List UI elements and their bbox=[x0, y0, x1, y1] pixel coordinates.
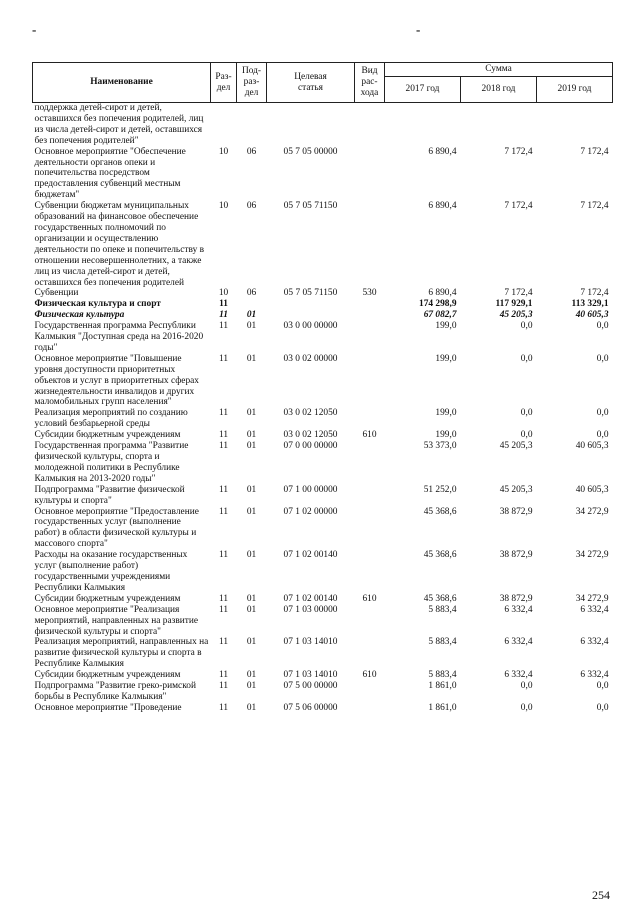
row-razdel bbox=[211, 103, 237, 147]
row-podrazdel: 01 bbox=[246, 550, 257, 561]
row-podrazdel: 01 bbox=[246, 321, 257, 332]
row-2019: 6 332,4 bbox=[580, 670, 609, 681]
row-podrazdel: 01 bbox=[246, 604, 257, 615]
row-target: 07 1 02 00000 bbox=[283, 506, 338, 517]
row-name: Физическая культура и спорт bbox=[34, 299, 161, 310]
row-target: 05 7 05 00000 bbox=[283, 146, 338, 157]
row-vid bbox=[355, 201, 385, 288]
table-row bbox=[33, 670, 613, 681]
row-vid bbox=[355, 103, 385, 147]
row-vid bbox=[355, 485, 385, 507]
table-row bbox=[33, 681, 613, 703]
row-podrazdel: 01 bbox=[246, 353, 257, 364]
table-row bbox=[33, 147, 613, 202]
table-row bbox=[33, 550, 613, 594]
row-target: 03 0 00 00000 bbox=[283, 321, 338, 332]
row-2017 bbox=[385, 103, 461, 147]
row-name: Субсидии бюджетным учреждениям bbox=[34, 670, 181, 681]
row-target: 03 0 02 12050 bbox=[283, 408, 338, 419]
table-row bbox=[33, 299, 613, 310]
row-vid bbox=[355, 703, 385, 714]
row-2017: 5 883,4 bbox=[428, 670, 457, 681]
row-vid bbox=[355, 310, 385, 321]
row-razdel: 10 bbox=[218, 201, 229, 212]
row-vid: 530 bbox=[362, 288, 377, 299]
row-target: 05 7 05 71150 bbox=[283, 201, 338, 212]
row-vid bbox=[355, 681, 385, 703]
row-razdel: 11 bbox=[218, 550, 229, 561]
table-row bbox=[33, 605, 613, 638]
header-mark-left: - bbox=[32, 22, 37, 37]
row-razdel: 10 bbox=[218, 288, 229, 299]
row-name: Подпрограмма "Развитие греко-римской борьбы в Республике Калмыкия" bbox=[34, 681, 196, 702]
row-2017: 199,0 bbox=[435, 353, 457, 364]
row-razdel: 11 bbox=[218, 681, 229, 692]
row-2018: 0,0 bbox=[520, 408, 533, 419]
row-target bbox=[267, 103, 355, 147]
row-2017: 6 890,4 bbox=[428, 288, 457, 299]
table-header bbox=[33, 63, 613, 103]
row-2019: 0,0 bbox=[596, 681, 609, 692]
header-2018: 2018 год bbox=[461, 77, 537, 103]
row-2017: 174 298,9 bbox=[419, 299, 457, 310]
row-razdel: 11 bbox=[218, 353, 229, 364]
row-razdel: 11 bbox=[218, 702, 229, 713]
row-razdel: 11 bbox=[219, 299, 228, 310]
row-name: Государственная программа "Развитие физической культуры, спорта и молодежной политики в Республике Калмыкия на 2013-2020 годы" bbox=[34, 441, 189, 484]
row-podrazdel: 01 bbox=[246, 310, 257, 321]
row-vid bbox=[355, 321, 385, 354]
row-target: 07 1 02 00140 bbox=[283, 593, 338, 604]
row-vid: 610 bbox=[362, 670, 377, 681]
row-2019 bbox=[537, 103, 613, 147]
row-2018: 45 205,3 bbox=[499, 441, 533, 452]
row-2019: 0,0 bbox=[596, 408, 609, 419]
row-2018: 38 872,9 bbox=[499, 593, 533, 604]
row-podrazdel: 06 bbox=[246, 201, 257, 212]
table-row bbox=[33, 703, 613, 714]
row-vid bbox=[355, 550, 385, 594]
row-2017: 6 890,4 bbox=[428, 146, 457, 157]
row-2017: 5 883,4 bbox=[428, 604, 457, 615]
row-2017: 1 861,0 bbox=[428, 702, 457, 713]
row-2017: 199,0 bbox=[435, 430, 457, 441]
row-name: Подпрограмма "Развитие физической культуры и спорта" bbox=[34, 484, 185, 506]
row-razdel: 11 bbox=[218, 670, 229, 681]
row-podrazdel: 01 bbox=[246, 702, 257, 713]
header-2019: 2019 год bbox=[537, 77, 613, 103]
row-2018: 7 172,4 bbox=[504, 146, 533, 157]
header-sum: Сумма bbox=[385, 63, 613, 77]
row-podrazdel: 01 bbox=[246, 506, 257, 517]
row-2019: 7 172,4 bbox=[580, 288, 609, 299]
row-name: Субвенции бюджетам муниципальных образований на финансовое обеспечение государственных полномочий по организации и осуществлению деятельности по опеке и попечительству в отношении несовершеннолетних, а также лиц из числа детей-сирот и детей, оставшихся без попечения родителей bbox=[34, 201, 205, 288]
row-2019: 0,0 bbox=[596, 321, 609, 332]
row-name: Основное мероприятие "Реализация мероприятий, направленных на развитие физической культуры и спорта" bbox=[34, 604, 199, 637]
row-2017: 199,0 bbox=[435, 321, 457, 332]
row-target: 07 0 00 00000 bbox=[283, 441, 338, 452]
table-row bbox=[33, 321, 613, 354]
table-row bbox=[33, 103, 613, 147]
row-razdel: 11 bbox=[218, 593, 229, 604]
row-name: поддержка детей-сирот и детей, оставшихся без попечения родителей, лиц из числа детей-сирот и детей, оставшихся без попечения родителей" bbox=[34, 103, 204, 146]
row-2018: 0,0 bbox=[520, 353, 533, 364]
row-2017: 5 883,4 bbox=[428, 637, 457, 648]
row-2019: 40 605,3 bbox=[575, 310, 609, 321]
row-2018: 6 332,4 bbox=[504, 670, 533, 681]
row-2017: 53 373,0 bbox=[423, 441, 457, 452]
row-podrazdel: 01 bbox=[246, 593, 257, 604]
row-2019: 34 272,9 bbox=[575, 506, 609, 517]
page-number: 254 bbox=[592, 888, 610, 902]
row-2019: 0,0 bbox=[596, 702, 609, 713]
row-2017: 45 368,6 bbox=[423, 550, 457, 561]
row-target: 03 0 02 00000 bbox=[283, 353, 338, 364]
row-razdel: 11 bbox=[218, 506, 229, 517]
row-vid bbox=[355, 637, 385, 670]
row-2018: 7 172,4 bbox=[504, 201, 533, 212]
row-vid bbox=[355, 441, 385, 485]
row-vid bbox=[355, 354, 385, 409]
row-2019: 6 332,4 bbox=[580, 604, 609, 615]
row-name: Субсидии бюджетным учреждениям bbox=[34, 430, 181, 441]
table-row bbox=[33, 354, 613, 409]
row-vid: 610 bbox=[362, 430, 377, 441]
row-2018: 38 872,9 bbox=[499, 506, 533, 517]
row-2018: 0,0 bbox=[520, 430, 533, 441]
row-name: Основное мероприятие "Обеспечение деятельности органов опеки и попечительства посредством предоставления субвенций местным бюджетам" bbox=[34, 146, 186, 201]
row-podrazdel bbox=[237, 299, 267, 310]
table-row bbox=[33, 288, 613, 299]
table-row bbox=[33, 507, 613, 551]
row-name: Субвенции bbox=[34, 288, 79, 299]
row-2019: 0,0 bbox=[596, 353, 609, 364]
row-podrazdel: 06 bbox=[246, 288, 257, 299]
row-2018: 6 332,4 bbox=[504, 637, 533, 648]
row-target: 07 1 03 00000 bbox=[283, 604, 338, 615]
row-target bbox=[267, 299, 355, 310]
table-row bbox=[33, 637, 613, 670]
row-podrazdel: 01 bbox=[246, 408, 257, 419]
table-row bbox=[33, 408, 613, 430]
row-razdel: 11 bbox=[218, 408, 229, 419]
row-target: 07 5 06 00000 bbox=[283, 702, 338, 713]
row-name: Реализация мероприятий по созданию условий безбарьерной среды bbox=[34, 408, 188, 430]
row-podrazdel: 06 bbox=[246, 146, 257, 157]
row-2017: 199,0 bbox=[435, 408, 457, 419]
row-2017: 1 861,0 bbox=[428, 681, 457, 692]
row-2018: 0,0 bbox=[520, 681, 533, 692]
table-row bbox=[33, 594, 613, 605]
row-podrazdel: 01 bbox=[246, 430, 257, 441]
row-name: Основное мероприятие "Предоставление государственных услуг (выполнение работ) в области физической культуры и массового спорта" bbox=[34, 506, 199, 550]
row-target: 05 7 05 71150 bbox=[283, 288, 338, 299]
row-razdel: 11 bbox=[218, 484, 229, 495]
row-razdel: 11 bbox=[218, 441, 229, 452]
row-target: 07 1 02 00140 bbox=[283, 550, 338, 561]
row-2018: 45 205,3 bbox=[499, 484, 533, 495]
row-name: Основное мероприятие "Проведение bbox=[34, 702, 182, 713]
row-podrazdel: 01 bbox=[246, 441, 257, 452]
row-vid bbox=[355, 147, 385, 202]
row-2019: 7 172,4 bbox=[580, 146, 609, 157]
row-target bbox=[267, 310, 355, 321]
table-row bbox=[33, 441, 613, 485]
table-body bbox=[33, 103, 613, 714]
row-podrazdel: 01 bbox=[246, 670, 257, 681]
row-2019: 40 605,3 bbox=[575, 441, 609, 452]
row-2019: 7 172,4 bbox=[580, 201, 609, 212]
row-2018: 38 872,9 bbox=[499, 550, 533, 561]
row-vid bbox=[355, 408, 385, 430]
row-2018: 0,0 bbox=[520, 321, 533, 332]
row-name: Основное мероприятие "Повышение уровня доступности приоритетных объектов и услуг в приоритетных сферах жизнедеятельности инвалидов и других маломобильных групп населения" bbox=[34, 353, 199, 408]
row-2018: 0,0 bbox=[520, 702, 533, 713]
row-name: Реализация мероприятий, направленных на развитие физической культуры и спорта в Республике Калмыкия bbox=[34, 637, 209, 670]
row-podrazdel: 01 bbox=[246, 681, 257, 692]
row-razdel: 11 bbox=[218, 430, 229, 441]
row-2018: 6 332,4 bbox=[504, 604, 533, 615]
row-razdel: 11 bbox=[218, 604, 229, 615]
row-name: Расходы на оказание государственных услуг (выполнение работ) государственными учреждениями Республики Калмыкия bbox=[34, 550, 188, 593]
row-name: Субсидии бюджетным учреждениям bbox=[34, 593, 181, 604]
row-2017: 45 368,6 bbox=[423, 506, 457, 517]
row-2019: 113 329,1 bbox=[571, 299, 609, 310]
row-2019: 6 332,4 bbox=[580, 637, 609, 648]
row-name: Физическая культура bbox=[34, 310, 125, 321]
row-2017: 67 082,7 bbox=[423, 310, 457, 321]
row-2019: 34 272,9 bbox=[575, 550, 609, 561]
row-vid bbox=[355, 299, 385, 310]
row-name: Государственная программа Республики Калмыкия "Доступная среда на 2016-2020 годы" bbox=[34, 321, 204, 353]
header-mark-center: - bbox=[416, 22, 421, 37]
row-target: 07 1 00 00000 bbox=[283, 484, 338, 495]
row-razdel: 11 bbox=[218, 321, 229, 332]
table-row bbox=[33, 485, 613, 507]
header-vid: Вид рас- хода bbox=[355, 63, 385, 103]
header-name: Наименование bbox=[33, 63, 211, 103]
row-vid: 610 bbox=[362, 593, 377, 604]
header-razdel: Раз- дел bbox=[211, 63, 237, 103]
row-razdel: 11 bbox=[218, 637, 229, 648]
budget-table bbox=[32, 62, 613, 714]
row-podrazdel: 01 bbox=[246, 637, 257, 648]
row-2017: 6 890,4 bbox=[428, 201, 457, 212]
row-podrazdel: 01 bbox=[246, 484, 257, 495]
row-target: 07 1 03 14010 bbox=[283, 637, 338, 648]
header-2017: 2017 год bbox=[385, 77, 461, 103]
row-target: 07 5 00 00000 bbox=[283, 681, 338, 692]
row-target: 07 1 03 14010 bbox=[283, 670, 338, 681]
row-2018 bbox=[461, 103, 537, 147]
header-target: Целевая статья bbox=[267, 63, 355, 103]
row-podrazdel bbox=[237, 103, 267, 147]
row-2019: 40 605,3 bbox=[575, 484, 609, 495]
row-2018: 7 172,4 bbox=[504, 288, 533, 299]
header-podrazdel: Под- раз- дел bbox=[237, 63, 267, 103]
row-vid bbox=[355, 605, 385, 638]
table-row bbox=[33, 310, 613, 321]
row-2019: 0,0 bbox=[596, 430, 609, 441]
row-2019: 34 272,9 bbox=[575, 593, 609, 604]
row-target: 03 0 02 12050 bbox=[283, 430, 338, 441]
row-2017: 51 252,0 bbox=[423, 484, 457, 495]
row-2018: 45 205,3 bbox=[499, 310, 533, 321]
table-row bbox=[33, 430, 613, 441]
row-razdel: 10 bbox=[218, 146, 229, 157]
row-2017: 45 368,6 bbox=[423, 593, 457, 604]
table-row bbox=[33, 201, 613, 288]
row-razdel: 11 bbox=[219, 310, 228, 321]
row-vid bbox=[355, 507, 385, 551]
row-2018: 117 929,1 bbox=[495, 299, 533, 310]
